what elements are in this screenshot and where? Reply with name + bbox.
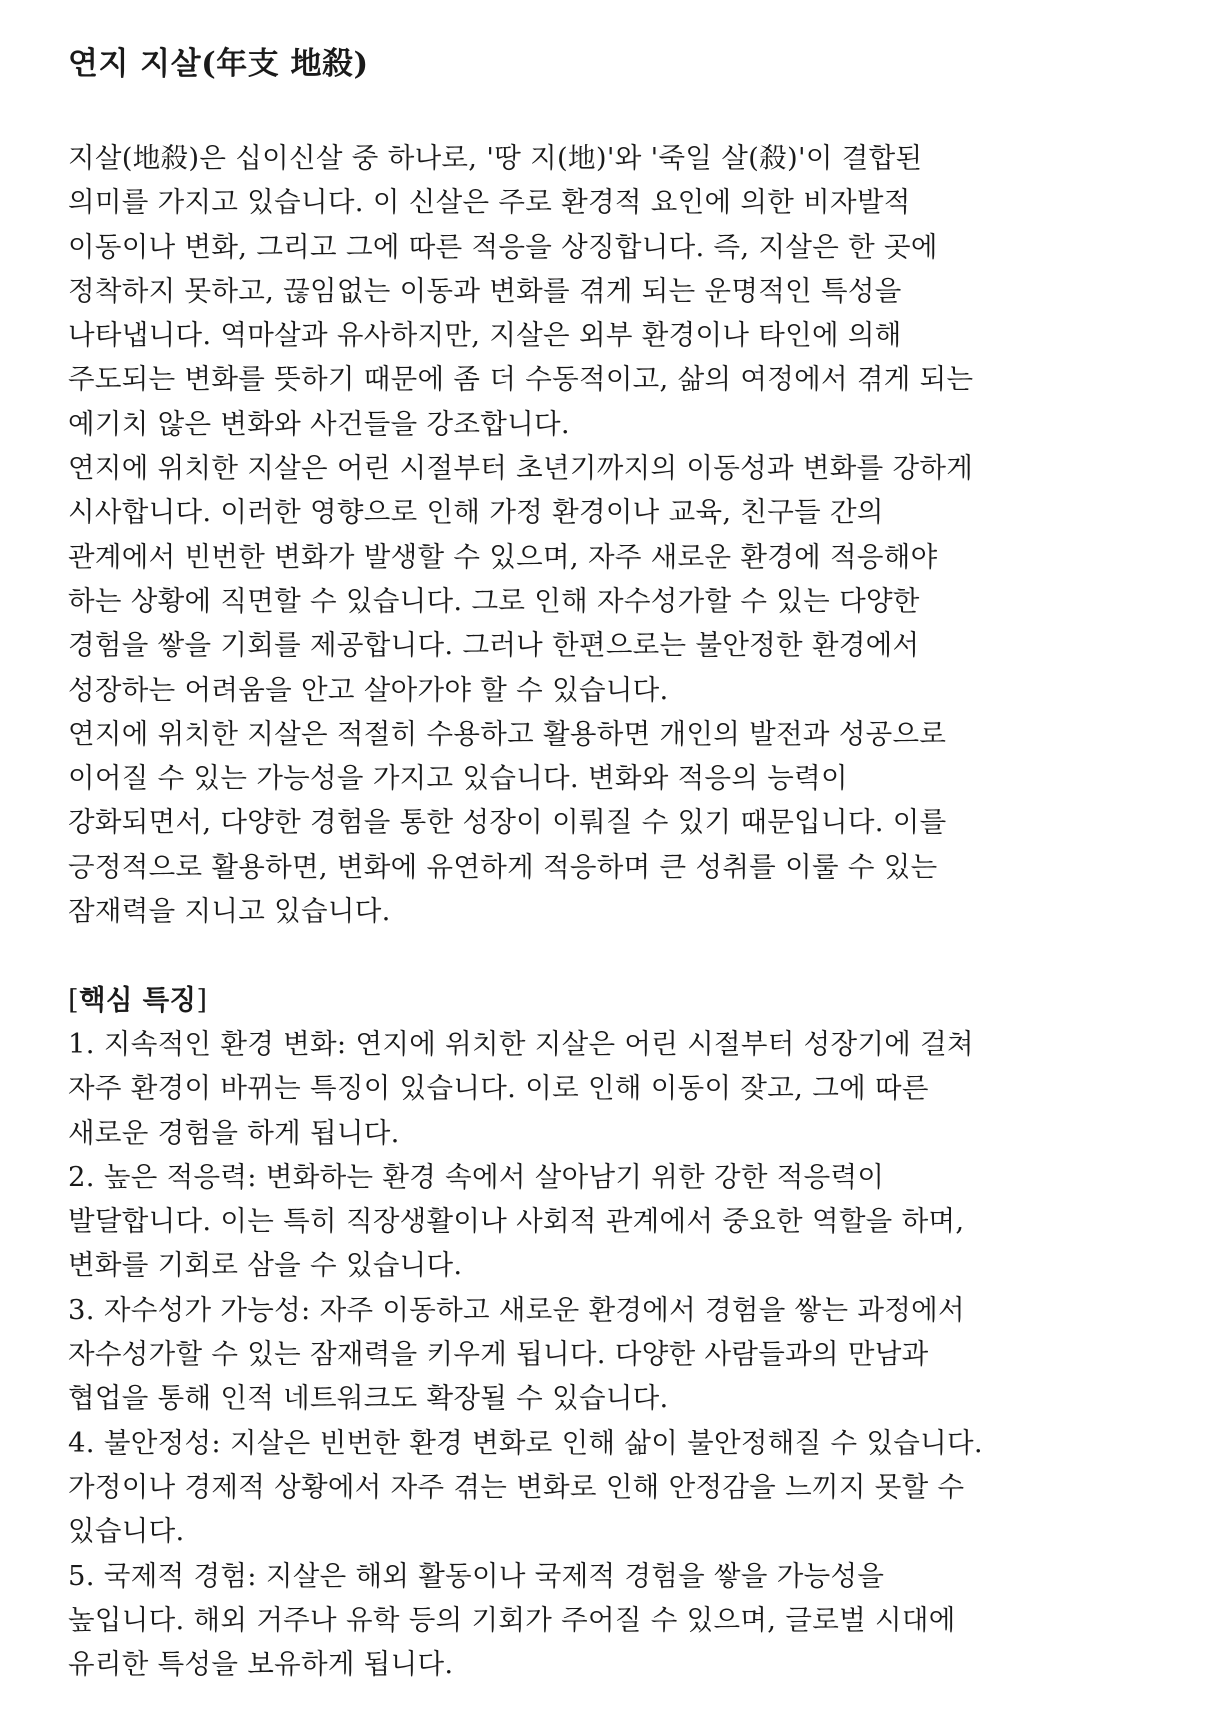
list-item-line: 발달합니다. 이는 특히 직장생활이나 사회적 관계에서 중요한 역할을 하며, <box>68 1205 965 1238</box>
heading-open-bracket: [ <box>68 983 80 1016</box>
text-line: 예기치 않은 변화와 사건들을 강조합니다. <box>68 407 570 440</box>
text-line: 관계에서 빈번한 변화가 발생할 수 있으며, 자주 새로운 환경에 적응해야 <box>68 540 938 573</box>
list-item-line: 높입니다. 해외 거주나 유학 등의 기회가 주어질 수 있으며, 글로벌 시대에 <box>68 1603 956 1636</box>
text-line: 강화되면서, 다양한 경험을 통한 성장이 이뤄질 수 있기 때문입니다. 이를 <box>68 806 947 839</box>
list-item-line: 자수성가할 수 있는 잠재력을 키우게 됩니다. 다양한 사람들과의 만남과 <box>68 1338 929 1371</box>
list-item-line: 1. 지속적인 환경 변화: 연지에 위치한 지살은 어린 시절부터 성장기에 걸쳐 <box>68 1027 974 1060</box>
text-line: 나타냅니다. 역마살과 유사하지만, 지살은 외부 환경이나 타인에 의해 <box>68 319 902 352</box>
text-line: 경험을 쌓을 기회를 제공합니다. 그러나 한편으로는 불안정한 환경에서 <box>68 629 920 662</box>
list-item-line: 2. 높은 적응력: 변화하는 환경 속에서 살아남기 위한 강한 적응력이 <box>68 1160 885 1193</box>
document-page <box>68 44 1178 1686</box>
list-item-line: 5. 국제적 경험: 지살은 해외 활동이나 국제적 경험을 쌓을 가능성을 <box>68 1559 885 1592</box>
document-title: 연지 지살(年支 地殺) <box>68 46 369 82</box>
text-line: 성장하는 어려움을 안고 살아가야 할 수 있습니다. <box>68 673 669 706</box>
text-line: 지살(地殺)은 십이신살 중 하나로, '땅 지(地)'와 '죽일 살(殺)'이 결합된 <box>68 142 923 174</box>
text-line: 잠재력을 지니고 있습니다. <box>68 895 391 928</box>
paragraph-spacer <box>68 933 1178 977</box>
list-item-line: 자주 환경이 바뀌는 특징이 있습니다. 이로 인해 이동이 잦고, 그에 따른 <box>68 1072 929 1105</box>
text-line: 긍정적으로 활용하면, 변화에 유연하게 적응하며 큰 성취를 이룰 수 있는 <box>68 850 938 883</box>
text-line: 주도되는 변화를 뜻하기 때문에 좀 더 수동적이고, 삶의 여정에서 겪게 되는 <box>68 363 974 396</box>
heading-text: 핵심 특징 <box>79 983 197 1016</box>
intro-paragraphs <box>68 136 1178 933</box>
list-item-line: 3. 자수성가 가능성: 자주 이동하고 새로운 환경에서 경험을 쌓는 과정에서 <box>68 1293 965 1326</box>
list-item-line: 변화를 기회로 삼을 수 있습니다. <box>68 1249 463 1282</box>
text-line: 이동이나 변화, 그리고 그에 따른 적응을 상징합니다. 즉, 지살은 한 곳에 <box>68 230 938 263</box>
text-line: 정착하지 못하고, 끊임없는 이동과 변화를 겪게 되는 운명적인 특성을 <box>68 274 902 307</box>
list-item-line: 새로운 경험을 하게 됩니다. <box>68 1116 400 1149</box>
text-line: 연지에 위치한 지살은 적절히 수용하고 활용하면 개인의 발전과 성공으로 <box>68 717 947 750</box>
heading-close-bracket: ] <box>196 983 208 1016</box>
list-item-line: 유리한 특성을 보유하게 됩니다. <box>68 1648 454 1681</box>
list-item-line: 가정이나 경제적 상황에서 자주 겪는 변화로 인해 안정감을 느끼지 못할 수 <box>68 1470 965 1503</box>
section-heading <box>68 978 1178 1022</box>
text-line: 시사합니다. 이러한 영향으로 인해 가정 환경이나 교육, 친구들 간의 <box>68 496 884 529</box>
list-item-line: 있습니다. <box>68 1515 185 1548</box>
feature-list <box>68 1022 1178 1686</box>
text-line: 하는 상황에 직면할 수 있습니다. 그로 인해 자수성가할 수 있는 다양한 <box>68 584 920 617</box>
list-item-line: 4. 불안정성: 지살은 빈번한 환경 변화로 인해 삶이 불안정해질 수 있습니다. <box>68 1426 983 1459</box>
list-item-line: 협업을 통해 인적 네트워크도 확장될 수 있습니다. <box>68 1382 669 1415</box>
text-line: 이어질 수 있는 가능성을 가지고 있습니다. 변화와 적응의 능력이 <box>68 762 848 795</box>
text-line: 의미를 가지고 있습니다. 이 신살은 주로 환경적 요인에 의한 비자발적 <box>68 186 911 219</box>
text-line: 연지에 위치한 지살은 어린 시절부터 초년기까지의 이동성과 변화를 강하게 <box>68 452 974 485</box>
